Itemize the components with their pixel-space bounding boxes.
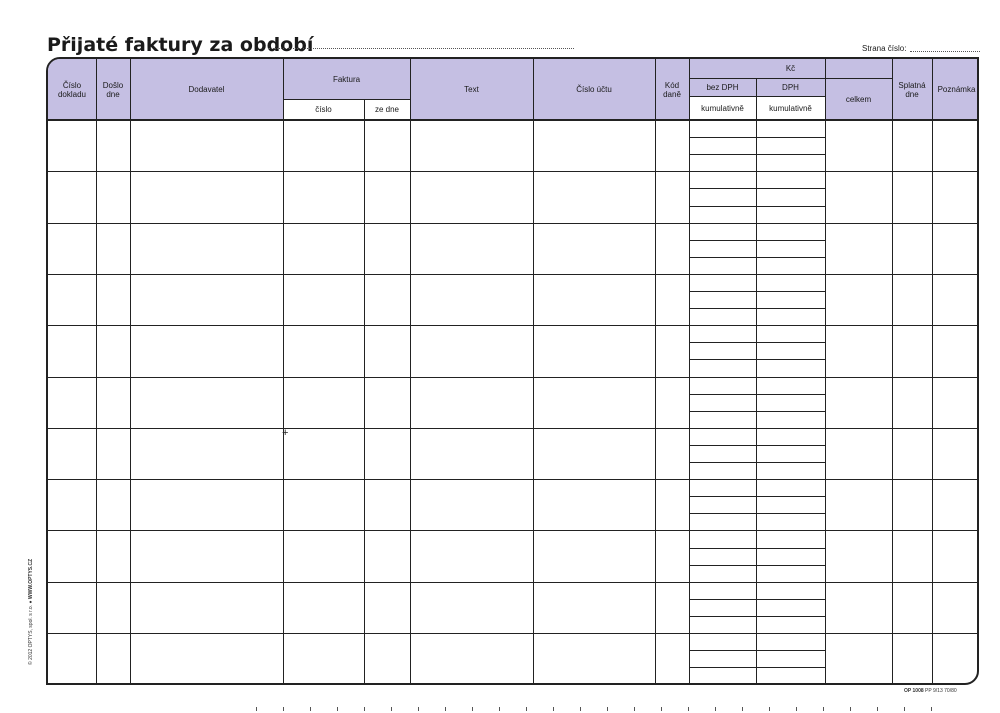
subrow-line [689,479,825,480]
header-cislo-uctu: Číslo účtu [576,85,612,94]
bottom-tick-marks [256,707,976,713]
faktura-divider [364,99,365,683]
page-number-dotted-line [910,51,980,52]
column-divider [96,59,97,683]
column-divider [892,59,893,683]
subrow-line [689,257,825,258]
subrow-line [689,325,825,326]
subrow-line [689,240,825,241]
tick-mark [472,707,473,711]
table-row-line [48,171,979,172]
tick-mark [283,707,284,711]
subrow-line [689,274,825,275]
column-divider [533,59,534,683]
header-faktura-cislo: číslo [315,105,332,114]
header-dph: DPH [782,82,799,92]
tick-mark [418,707,419,711]
subrow-line [689,565,825,566]
subrow-line [689,667,825,668]
tick-mark [661,707,662,711]
subrow-line [689,530,825,531]
column-divider [130,59,131,683]
column-divider [655,59,656,683]
subrow-line [689,684,825,685]
tick-mark [742,707,743,711]
table-row-line [48,274,979,275]
table-row-line [48,582,979,583]
header-kod-dane: Kód daně [663,80,681,99]
subrow-line [689,223,825,224]
title-dotted-line [268,48,574,49]
tick-mark [904,707,905,711]
header-kumulativne-2: kumulativně [769,103,812,113]
subrow-line [689,154,825,155]
tick-mark [715,707,716,711]
subrow-line [689,650,825,651]
tick-mark [553,707,554,711]
header-bottom-line [48,119,979,121]
invoice-form-table [46,57,979,685]
tick-mark [445,707,446,711]
subrow-line [689,445,825,446]
tick-mark [580,707,581,711]
side-copyright-text: © 2012 OPTYS, spol. s r.o. [28,604,34,665]
kc-divider [756,78,757,683]
column-divider [825,59,826,683]
header-kc: Kč [785,64,796,73]
tick-mark [337,707,338,711]
subrow-line [689,599,825,600]
faktura-underline [283,99,410,100]
table-row-line [48,530,979,531]
subrow-line [689,377,825,378]
subrow-line [689,137,825,138]
side-url: WWW.OPTYS.CZ [28,558,34,600]
tick-mark [796,707,797,711]
table-row-line [48,479,979,480]
tick-mark [499,707,500,711]
header-bez-dph: bez DPH [706,82,739,92]
column-divider [410,59,411,683]
subrow-line [689,513,825,514]
tick-mark [634,707,635,711]
header-doslo-dne: Došlo dne [102,80,124,99]
subrow-line [689,394,825,395]
header-poznamka: Poznámka [937,85,976,94]
subrow-line [689,206,825,207]
subrow-line [689,291,825,292]
bez-dph-underline [689,96,825,97]
subrow-line [689,462,825,463]
tick-mark [391,707,392,711]
page-number-label: Strana číslo: [862,44,907,53]
subrow-line [689,582,825,583]
subrow-line [689,428,825,429]
table-row-line [48,428,979,429]
table-row-line [48,633,979,634]
crosshair-mark: + [282,427,289,439]
tick-mark [850,707,851,711]
tick-mark [877,707,878,711]
form-code-main: OP 1008 [904,688,924,694]
header-dodavatel: Dodavatel [188,85,225,94]
form-code [904,688,957,694]
tick-mark [607,707,608,711]
subrow-line [689,308,825,309]
subrow-line [689,359,825,360]
tick-mark [769,707,770,711]
column-divider [283,59,284,683]
tick-mark [688,707,689,711]
header-splatna-dne: Splatná dne [898,80,926,99]
tick-mark [823,707,824,711]
subrow-line [689,411,825,412]
subrow-line [689,633,825,634]
subrow-line [689,188,825,189]
table-row-line [48,377,979,378]
column-divider [932,59,933,683]
header-cislo-dokladu: Číslo dokladu [57,80,87,99]
form-title: Přijaté faktury za období [47,34,314,56]
kc-underline [689,78,892,79]
header-faktura-ze-dne: ze dne [374,105,400,114]
subrow-line [689,548,825,549]
tick-mark [931,707,932,711]
tick-mark [364,707,365,711]
table-row-line [48,325,979,326]
subrow-line [689,496,825,497]
header-faktura: Faktura [332,74,361,84]
tick-mark [526,707,527,711]
column-divider [689,59,690,683]
table-row-line [48,223,979,224]
subrow-line [689,171,825,172]
tick-mark [310,707,311,711]
subrow-line [689,616,825,617]
form-code-suffix: PP 9/13 70/80 [925,688,957,694]
subrow-line [689,342,825,343]
header-celkem: celkem [845,94,872,104]
tick-mark [256,707,257,711]
header-text: Text [464,85,479,94]
side-copyright: © 2012 OPTYS, spol. s r.o. ● WWW.OPTYS.CZ [28,558,34,665]
header-kumulativne-1: kumulativně [701,103,744,113]
